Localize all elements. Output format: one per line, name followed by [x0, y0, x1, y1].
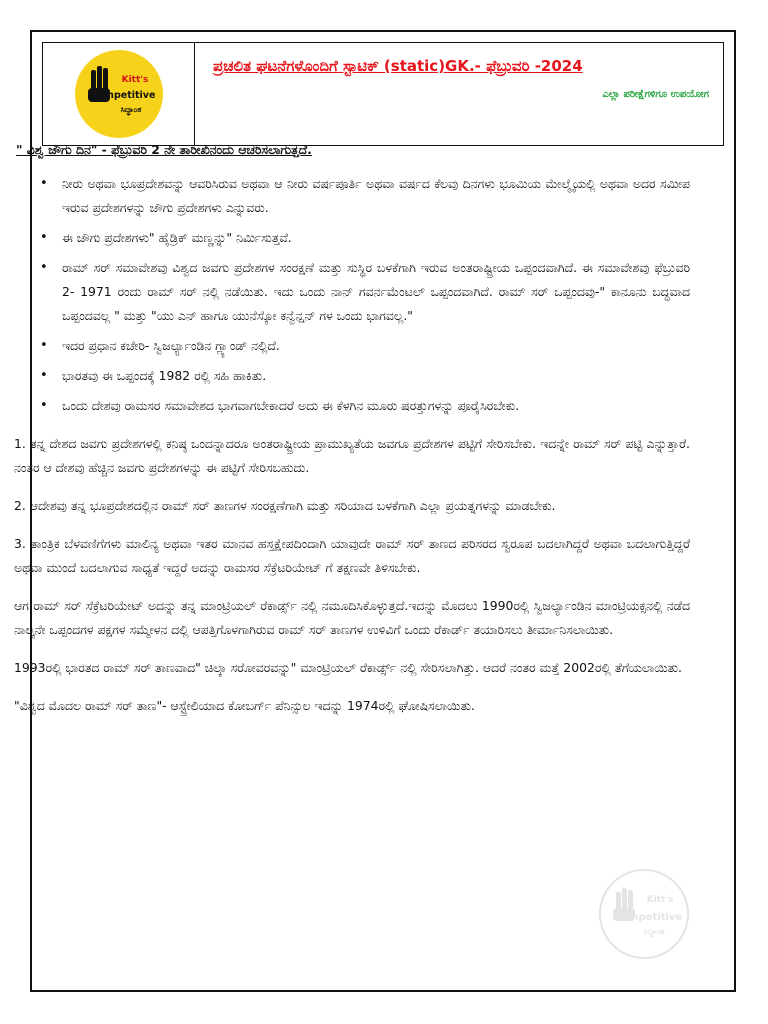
paragraph: 3. ತಾಂತ್ರಿಕ ಬೆಳವಣಿಗೆಗಳು ಮಾಲಿನ್ಯ ಅಥವಾ ಇತರ ಮಾನವ ಹಸ್ತಕ್ಷೇಪದಿಂದಾಗಿ ಯಾವುದೇ ರಾಮ್ ಸರ್ ತಾಣದ ಪರಿಸರದ ಸ್ವರೂಪ ಬದಲಾಗಿದ್ದರೆ ಅಥವಾ ಬದಲಾಗುತ್ತಿದ್ದರೆ ಅಥವಾ ಮುಂದೆ ಬದಲಾಗುವ ಸಾಧ್ಯತೆ ಇದ್ದರೆ ಅದನ್ನು ರಾಮಸರ ಸೆಕ್ರೆಟರಿಯೇಟ್ ಗೆ ತಕ್ಷಣವೇ ತಿಳಿಸಬೇಕು. [14, 536, 690, 575]
logo-line1: Kitt's [121, 75, 148, 85]
brand-logo [73, 48, 165, 140]
header-table [42, 42, 724, 146]
logo-cell [43, 43, 195, 145]
bullet-list [14, 172, 690, 418]
bullet-item: • ರಾಮ್ ಸರ್ ಸಮಾವೇಶವು ವಿಶ್ವದ ಜವಗು ಪ್ರದೇಶಗಳ ಸಂರಕ್ಷಣೆ ಮತ್ತು ಸುಸ್ಥಿರ ಬಳಕೆಗಾಗಿ ಇರುವ ಅಂತರಾಷ್ಟ್ರೀಯ ಒಪ್ಪಂದವಾಗಿದೆ. ಈ ಸಮಾವೇಶವು ಫೆಬ್ರುವರಿ 2- 1971 ರಂದು ರಾಮ್ ಸರ್ ನಲ್ಲಿ ನಡೆಯಿತು. ಇದು ಒಂದು ನಾನ್ ಗವರ್ನಮೆಂಟಲ್ ಒಪ್ಪಂದವಾಗಿದೆ. ರಾಮ್ ಸರ್ ಒಪ್ಪಂದವು-" ಕಾನೂನು ಬದ್ಧವಾದ ಒಪ್ಪಂದವಲ್ಲ " ಮತ್ತು "ಯು ಎನ್ ಹಾಗೂ ಯುನೆಸ್ಕೋ ಕನ್ವೆನ್ಷನ್ ಗಳ ಒಂದು ಭಾಗವಲ್ಲ." [62, 256, 690, 328]
logo-line2: Competitive [90, 90, 155, 101]
bullet-item: • ಭಾರತವು ಈ ಒಪ್ಪಂದಕ್ಕೆ 1982 ರಲ್ಲಿ ಸಹಿ ಹಾಕಿತು. [62, 364, 690, 388]
paragraph: 1. ತನ್ನ ದೇಶದ ಜವಗು ಪ್ರದೇಶಗಳಲ್ಲಿ ಕನಿಷ್ಠ ಒಂದನ್ನಾದರೂ ಅಂತರಾಷ್ಟ್ರೀಯ ಪ್ರಾಮುಖ್ಯತೆಯ ಜವಗೂ ಪ್ರದೇಶಗಳ ಪಟ್ಟಿಗೆ ಸೇರಿಸಬೇಕು. ಇದನ್ನೇ ರಾಮ್ ಸರ್ ಪಟ್ಟಿ ಎನ್ನುತ್ತಾರೆ. ನಂತರ ಆ ದೇಶವು ಹೆಚ್ಚಿನ ಜವಗು ಪ್ರದೇಶಗಳನ್ನು ಈ ಪಟ್ಟಿಗೆ ಸೇರಿಸಬಹುದು. [14, 436, 690, 475]
bullet-item: • ಇದರ ಪ್ರಧಾನ ಕಚೇರಿ- ಸ್ವಿಜರ್ಲ್ಯಾಂಡಿನ ಗ್ಲ್ಯಾಂಡ್ ನಲ್ಲಿದೆ. [62, 334, 690, 358]
watermark-line2: Competitive [613, 912, 683, 923]
paragraph: ಆಗ ರಾಮ್ ಸರ್ ಸೆಕ್ರೆಟರಿಯೇಟ್ ಅದನ್ನು ತನ್ನ ಮಾಂಟ್ರಿಯಲ್ ರೆಕಾರ್ಡ್ಸ್ ನಲ್ಲಿ ನಮೂದಿಸಿಕೊಳ್ಳುತ್ತದೆ.ಇದನ್ನು ಮೊದಲು 1990ರಲ್ಲಿ ಸ್ವಿಜರ್ಲ್ಯಾಂಡಿನ ಮಾಂಟ್ರಿಯಕ್ಸನಲ್ಲಿ ನಡೆದ ನಾಲ್ಕನೇ ಒಪ್ಪಂದಗಳ ಪಕ್ಷಗಳ ಸಮ್ಮೇಳನ ದಲ್ಲಿ ಆಪತ್ತಿಗೊಳಗಾಗಿರುವ ರಾಮ್ ಸರ್ ತಾಣಗಳ ಉಳಿವಿಗೆ ಒಂದು ರೆಕಾರ್ಡ್ ತಯಾರಿಸಲು ತೀರ್ಮಾನಿಸಲಾಯಿತು. [14, 598, 690, 637]
paragraph: 2. ಆದೇಶವು ತನ್ನ ಭೂಪ್ರದೇಶದಲ್ಲಿನ ರಾಮ್ ಸರ್ ತಾಣಗಳ ಸಂರಕ್ಷಣೆಗಾಗಿ ಮತ್ತು ಸರಿಯಾದ ಬಳಕೆಗಾಗಿ ಎಲ್ಲಾ ಪ್ರಯತ್ನಗಳನ್ನು ಮಾಡಬೇಕು. [14, 498, 556, 513]
bullet-item: • ನೀರು ಅಥವಾ ಭೂಪ್ರದೇಶವನ್ನು ಆವರಿಸಿರುವ ಅಥವಾ ಆ ನೀರು ವರ್ಷಪೂರ್ತಿ ಅಥವಾ ವರ್ಷದ ಕೆಲವು ದಿನಗಳು ಭೂಮಿಯ ಮೇಲ್ಮೈಯಲ್ಲಿ ಅಥವಾ ಅದರ ಸಮೀಪ ಇರುವ ಪ್ರದೇಶಗಳನ್ನು ಜೌಗು ಪ್ರದೇಶಗಳು ಎನ್ನುವರು. [62, 172, 690, 220]
watermark-line3: ಸಿದ್ಧಾಂತ [643, 927, 665, 936]
document-body [14, 138, 690, 718]
watermark-line1: Kitt's [646, 895, 674, 905]
bullet-item: • ಈ ಜೌಗು ಪ್ರದೇಶಗಳು" ಹೈಡ್ರಿಕ್ ಮಣ್ಣನ್ನು" ನಿರ್ಮಿಸುತ್ತವೆ. [62, 226, 690, 250]
section-heading: " ವಿಶ್ವ ಜೌಗು ದಿನ" - ಫೆಬ್ರುವರಿ 2 ನೇ ತಾರೀಖಿನಂದು ಆಚರಿಸಲಾಗುತ್ತದೆ. [16, 142, 312, 157]
paragraph: "ವಿಶ್ವದ ಮೊದಲ ರಾಮ್ ಸರ್ ತಾಣ"- ಆಸ್ಟ್ರೇಲಿಯಾದ ಕೋಬರ್ಗ್ ಪೆನಿನ್ಸುಲ ಇದನ್ನು 1974ರಲ್ಲಿ ಘೋಷಿಸಲಾಯಿತು. [14, 698, 475, 713]
bullet-item: • ಒಂದು ದೇಶವು ರಾಮಸರ ಸಮಾವೇಶದ ಭಾಗವಾಗಬೇಕಾದರೆ ಅದು ಈ ಕೆಳಗಿನ ಮೂರು ಷರತ್ತುಗಳನ್ನು ಪೂರೈಸಿರಬೇಕು. [62, 394, 690, 418]
paragraph: 1993ರಲ್ಲಿ ಭಾರತದ ರಾಮ್ ಸರ್ ತಾಣವಾದ" ಚಿಲ್ಕಾ ಸರೋವರವನ್ನು" ಮಾಂಟ್ರಿಯಲ್ ರೆಕಾರ್ಡ್ಸ್ ನಲ್ಲಿ ಸೇರಿಸಲಾಗಿತ್ತು. ಆದರೆ ನಂತರ ಮತ್ತೆ 2002ರಲ್ಲಿ ತೆಗೆಯಲಾಯಿತು. [14, 660, 682, 675]
document-subtitle: ಎಲ್ಲಾ ಪರೀಕ್ಷೆಗಳಿಗೂ ಉಪಯೋಗ [602, 89, 709, 100]
document-title: ಪ್ರಚಲಿತ ಘಟನೆಗಳೊಂದಿಗೆ ಸ್ಟಾಟಿಕ್ (static)GK.- ಫೆಬ್ರುವರಿ -2024 [213, 57, 583, 75]
title-cell [195, 43, 723, 145]
logo-line3: ಸಿದ್ಧಾಂತ [120, 105, 141, 114]
watermark-logo [596, 866, 692, 962]
